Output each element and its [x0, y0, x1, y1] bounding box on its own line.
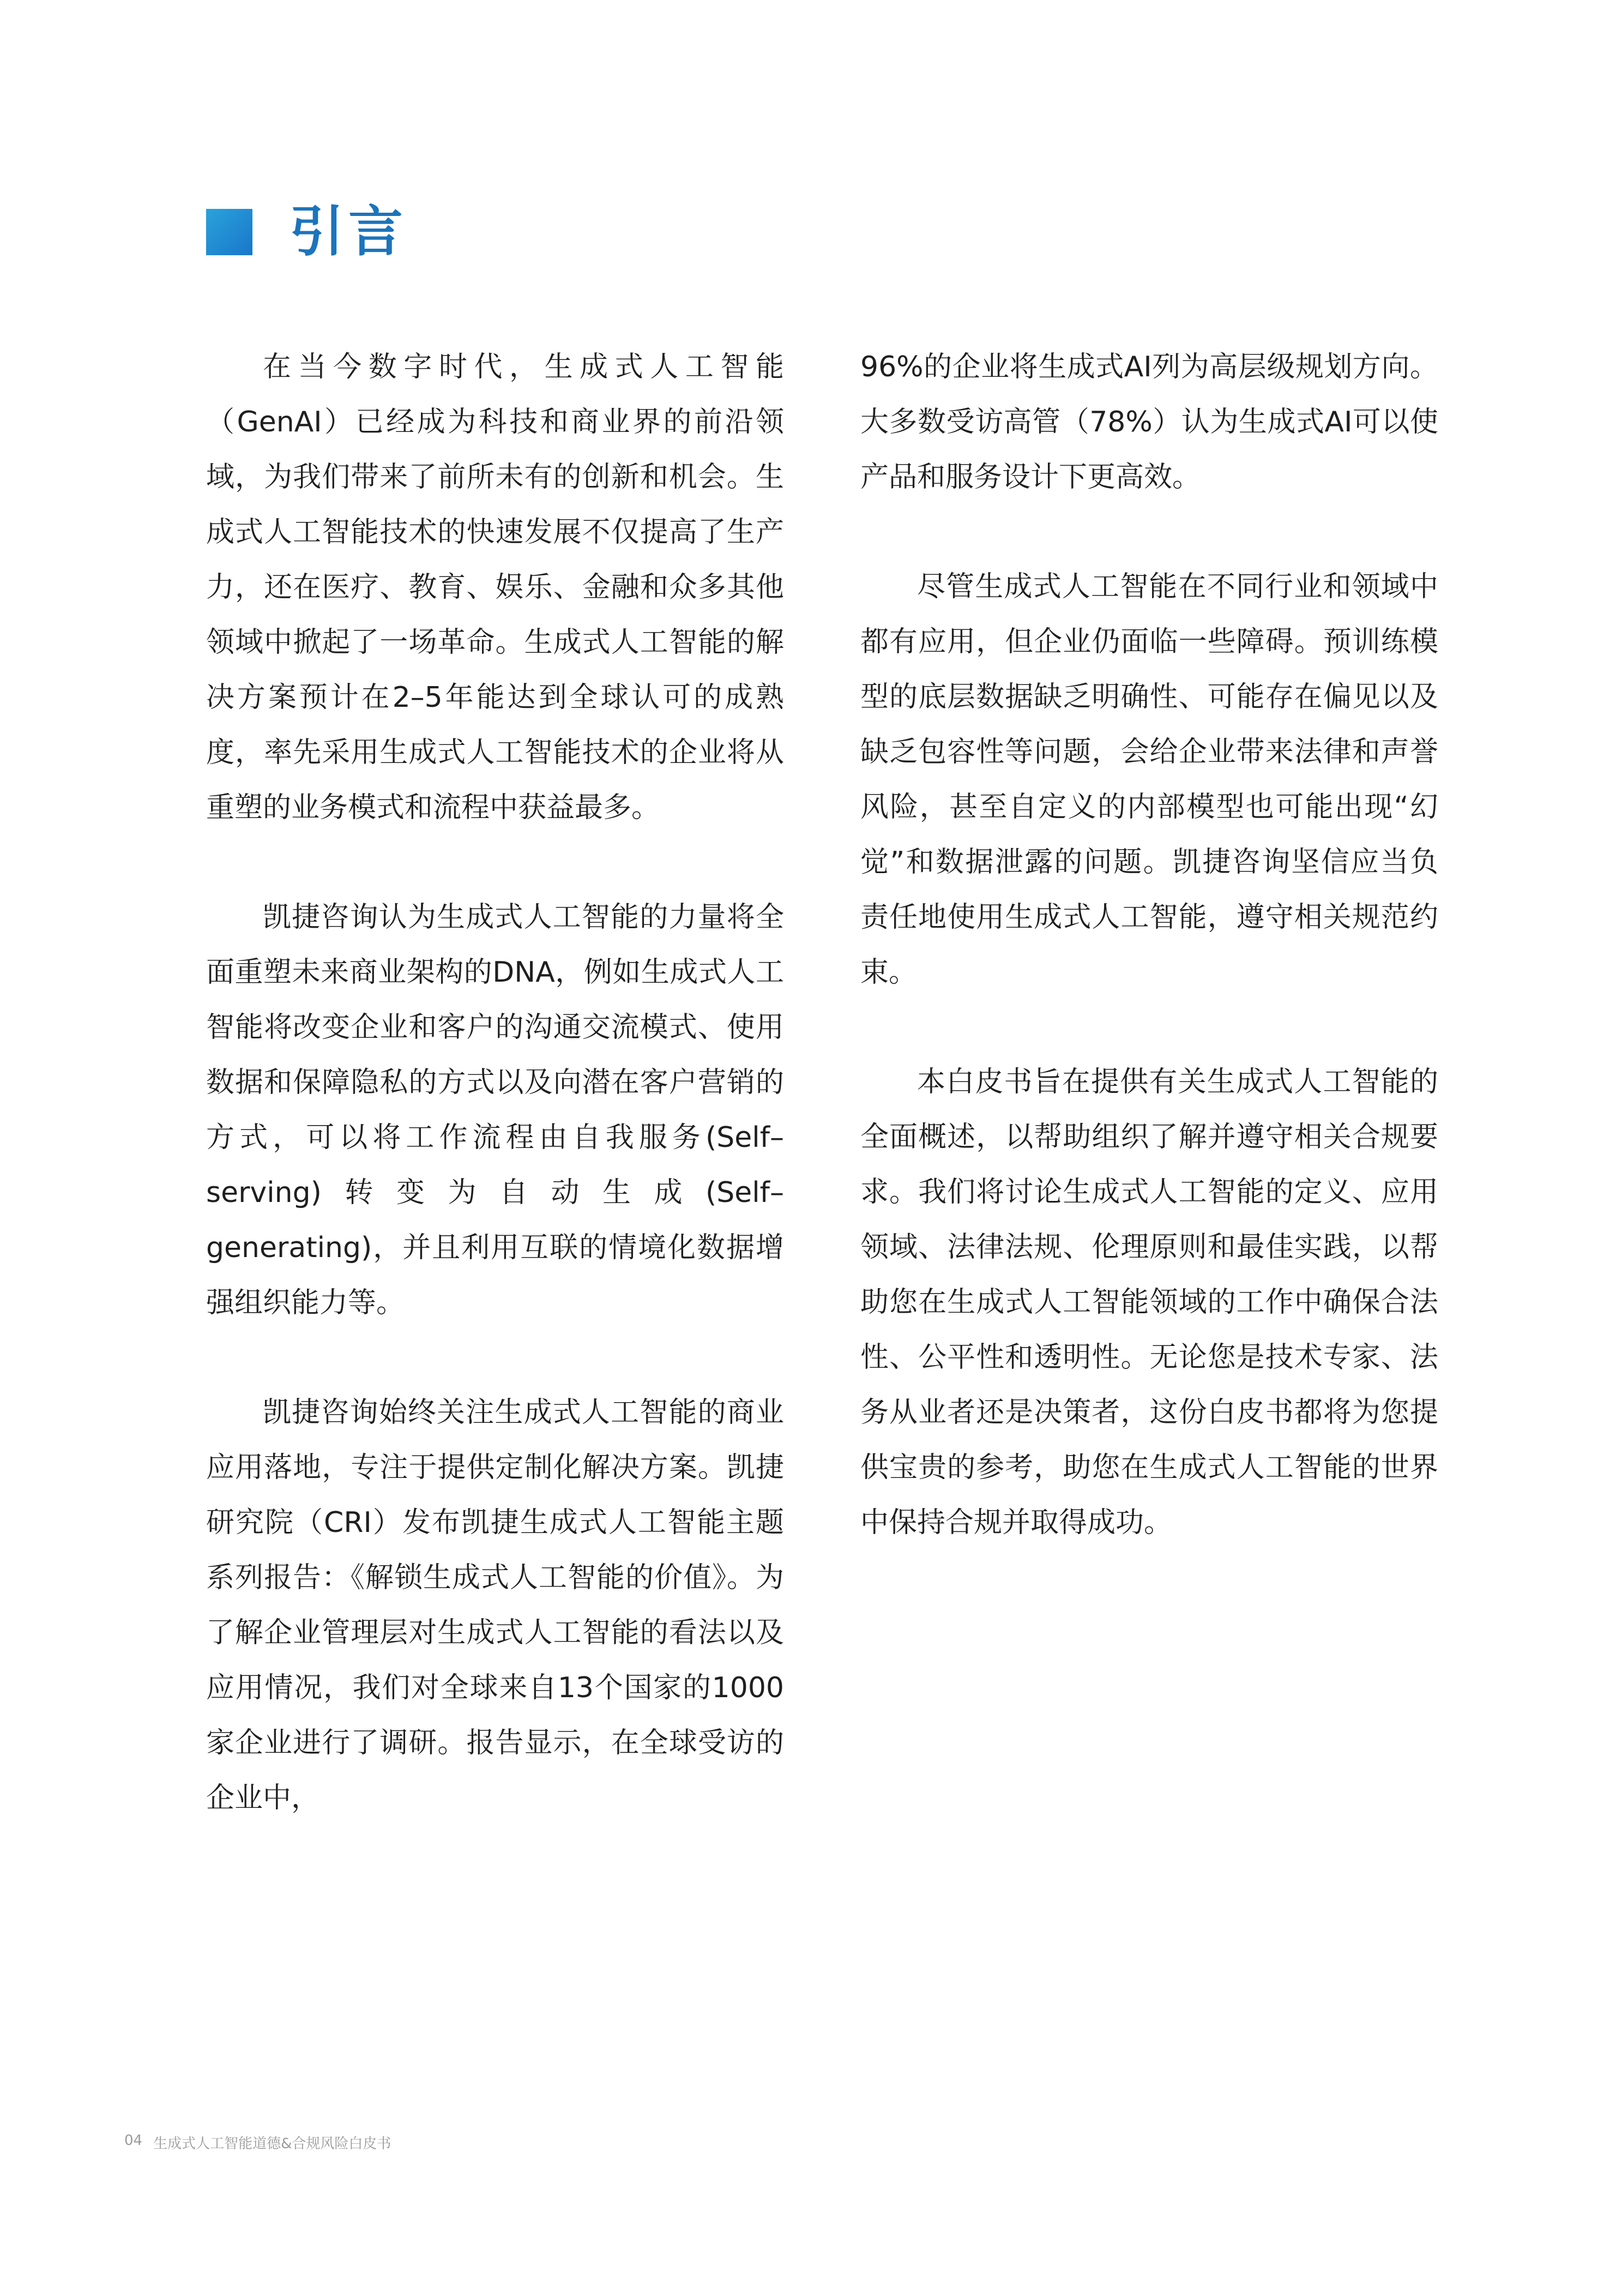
- paragraph-research: 凯捷咨询始终关注生成式人工智能的商业应用落地，专注于提供定制化解决方案。凯捷研究院（CRI）发布凯捷生成式人工智能主题系列报告：《解锁生成式人工智能的价值》。为了解企业管理层对生成式人工智能的看法以及应用情况，我们对全球来自13个国家的1000家企业进行了调研。报告显示，在全球受访的企业中，: [206, 1396, 784, 1814]
- section-heading: [206, 200, 407, 263]
- heading-square-icon: [206, 209, 252, 255]
- right-column: [860, 340, 1438, 1605]
- page-number: 04: [124, 2132, 143, 2149]
- paragraph-intro: 在当今数字时代，生成式人工智能（GenAI）已经成为科技和商业界的前沿领域，为我们带来了前所未有的创新和机会。生成式人工智能技术的快速发展不仅提高了生产力，还在医疗、教育、娱乐、金融和众多其他领域中掀起了一场革命。生成式人工智能的解决方案预计在2–5年能达到全球认可的成熟度，率先采用生成式人工智能技术的企业将从重塑的业务模式和流程中获益最多。: [206, 351, 784, 824]
- page-title: 引言: [290, 200, 407, 263]
- paragraph-continuation: 96%的企业将生成式AI列为高层级规划方向。大多数受访高管（78%）认为生成式AI可以使产品和服务设计下更高效。: [860, 351, 1438, 494]
- paragraph-dna: 凯捷咨询认为生成式人工智能的力量将全面重塑未来商业架构的DNA，例如生成式人工智能将改变企业和客户的沟通交流模式、使用数据和保障隐私的方式以及向潜在客户营销的方式，可以将工作流程由自我服务(Self–serving)转变为自动生成(Self–generating)，并且利用互联的情境化数据增强组织能力等。: [206, 901, 784, 1319]
- footer-document-title: 生成式人工智能道德&合规风险白皮书: [153, 2136, 391, 2152]
- paragraph-purpose: 本白皮书旨在提供有关生成式人工智能的全面概述，以帮助组织了解并遵守相关合规要求。我们将讨论生成式人工智能的定义、应用领域、法律法规、伦理原则和最佳实践，以帮助您在生成式人工智能领域的工作中确保合法性、公平性和透明性。无论您是技术专家、法务从业者还是决策者，这份白皮书都将为您提供宝贵的参考，助您在生成式人工智能的世界中保持合规并取得成功。: [860, 1066, 1438, 1539]
- page-footer: [124, 2132, 391, 2153]
- left-column: [206, 340, 784, 1880]
- paragraph-obstacles: 尽管生成式人工智能在不同行业和领域中都有应用，但企业仍面临一些障碍。预训练模型的底层数据缺乏明确性、可能存在偏见以及缺乏包容性等问题，会给企业带来法律和声誉风险，甚至自定义的内部模型也可能出现“幻觉”和数据泄露的问题。凯捷咨询坚信应当负责任地使用生成式人工智能，遵守相关规范约束。: [860, 570, 1438, 989]
